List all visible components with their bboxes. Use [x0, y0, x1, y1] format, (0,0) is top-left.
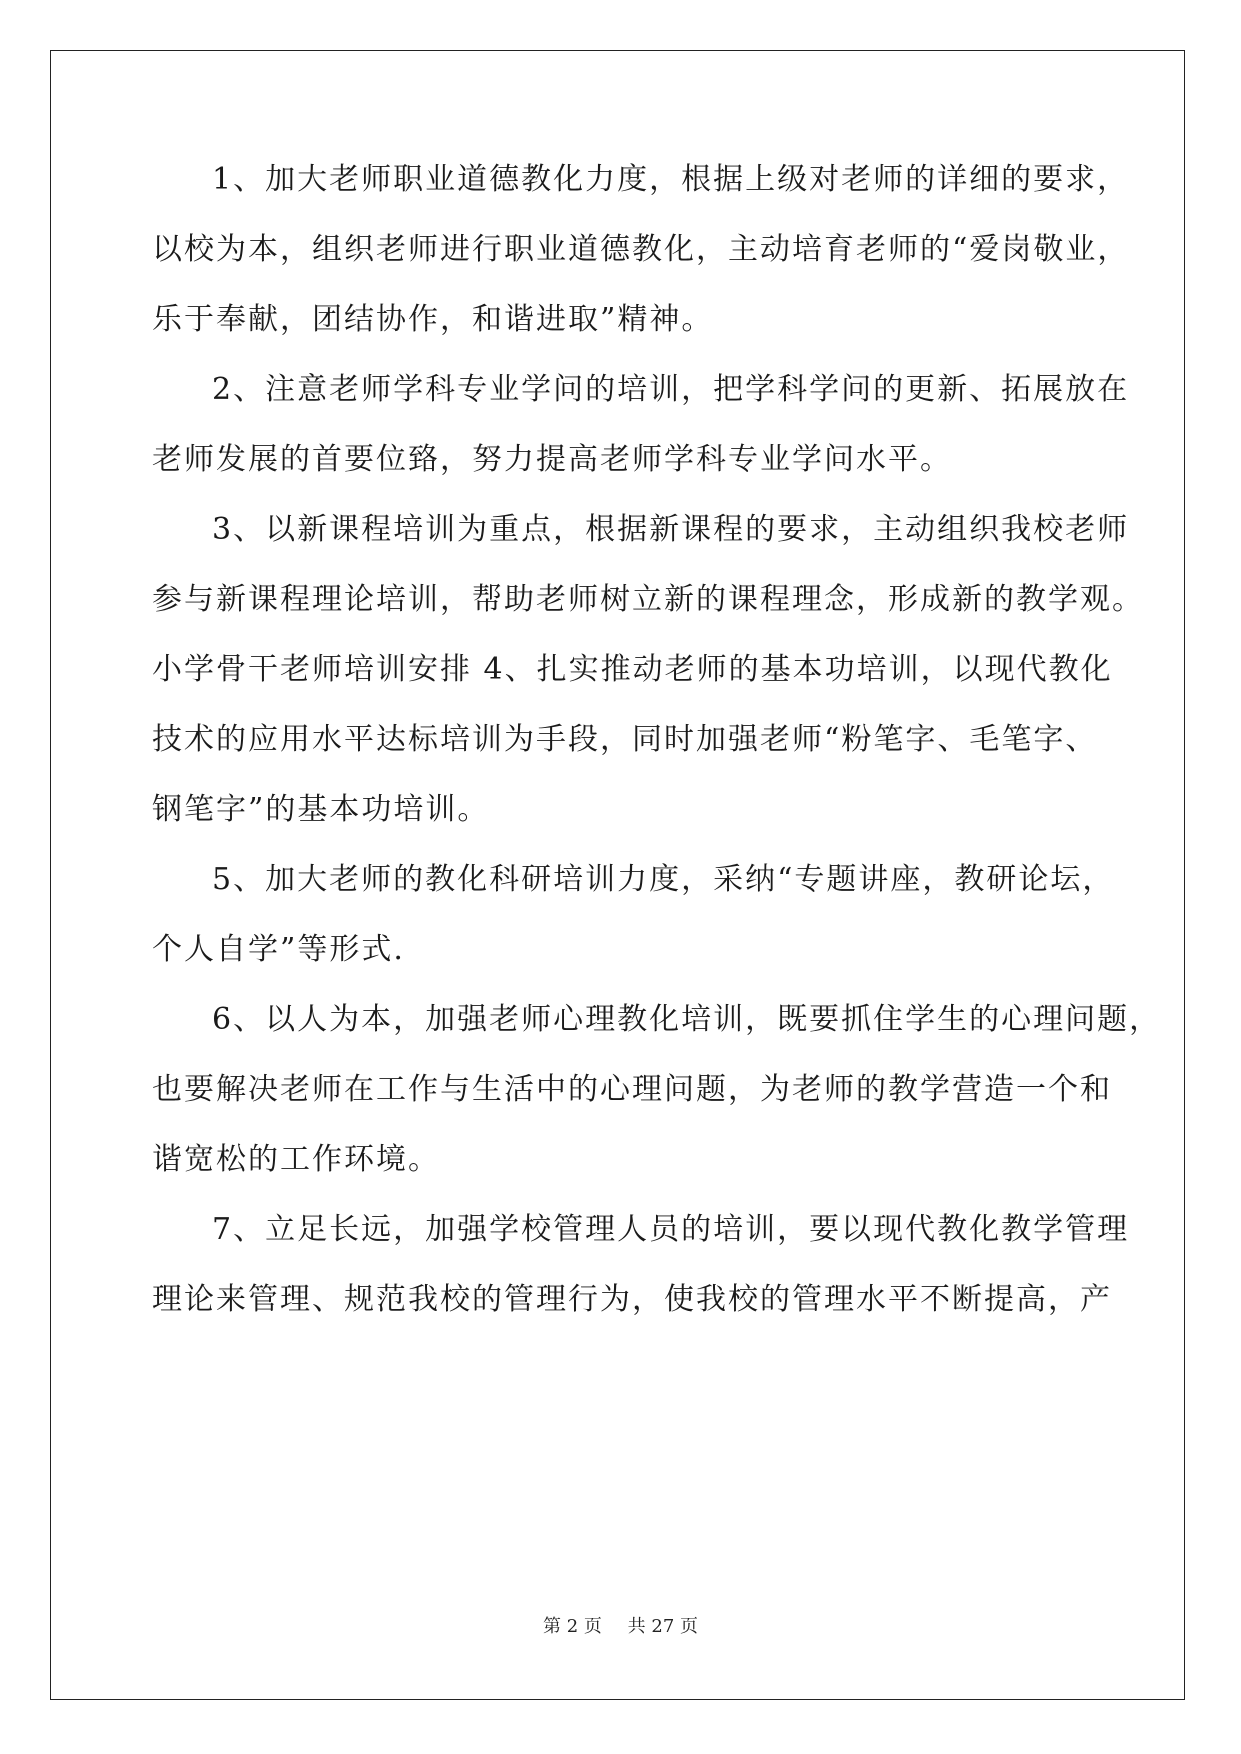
text-line: 6、以人为本，加强老师心理教化培训，既要抓住学生的心理问题， [212, 1002, 1162, 1037]
text-line: 3、以新课程培训为重点，根据新课程的要求，主动组织我校老师 [212, 512, 1130, 547]
text-line: 理论来管理、规范我校的管理行为，使我校的管理水平不断提高，产 [152, 1282, 1112, 1317]
text-line: 个人自学”等形式. [152, 932, 405, 967]
text-line: 1、加大老师职业道德教化力度，根据上级对老师的详细的要求， [212, 162, 1130, 197]
text-line: 谐宽松的工作环境。 [152, 1142, 440, 1177]
page-number: 第 2 页 [543, 1616, 602, 1637]
text-line: 参与新课程理论培训，帮助老师树立新的课程理念，形成新的教学观。 [152, 582, 1144, 617]
page-footer [0, 1612, 1241, 1638]
text-line: 7、立足长远，加强学校管理人员的培训，要以现代教化教学管理 [212, 1212, 1130, 1247]
text-line: 小学骨干老师培训安排 4、扎实推动老师的基本功培训，以现代教化 [152, 652, 1113, 687]
text-line: 以校为本，组织老师进行职业道德教化，主动培育老师的“爱岗敬业， [152, 232, 1130, 267]
text-line: 也要解决老师在工作与生活中的心理问题，为老师的教学营造一个和 [152, 1072, 1112, 1107]
text-line: 钢笔字”的基本功培训。 [152, 792, 490, 827]
text-line: 技术的应用水平达标培训为手段，同时加强老师“粉笔字、毛笔字、 [152, 722, 1098, 757]
text-line: 乐于奉献，团结协作，和谐进取”精神。 [152, 302, 714, 337]
text-line: 2、注意老师学科专业学问的培训，把学科学问的更新、拓展放在 [212, 372, 1130, 407]
page-total: 共 27 页 [627, 1616, 698, 1637]
text-line: 5、加大老师的教化科研培训力度，采纳“专题讲座，教研论坛， [212, 862, 1115, 897]
text-line: 老师发展的首要位臵，努力提高老师学科专业学问水平。 [152, 442, 952, 477]
